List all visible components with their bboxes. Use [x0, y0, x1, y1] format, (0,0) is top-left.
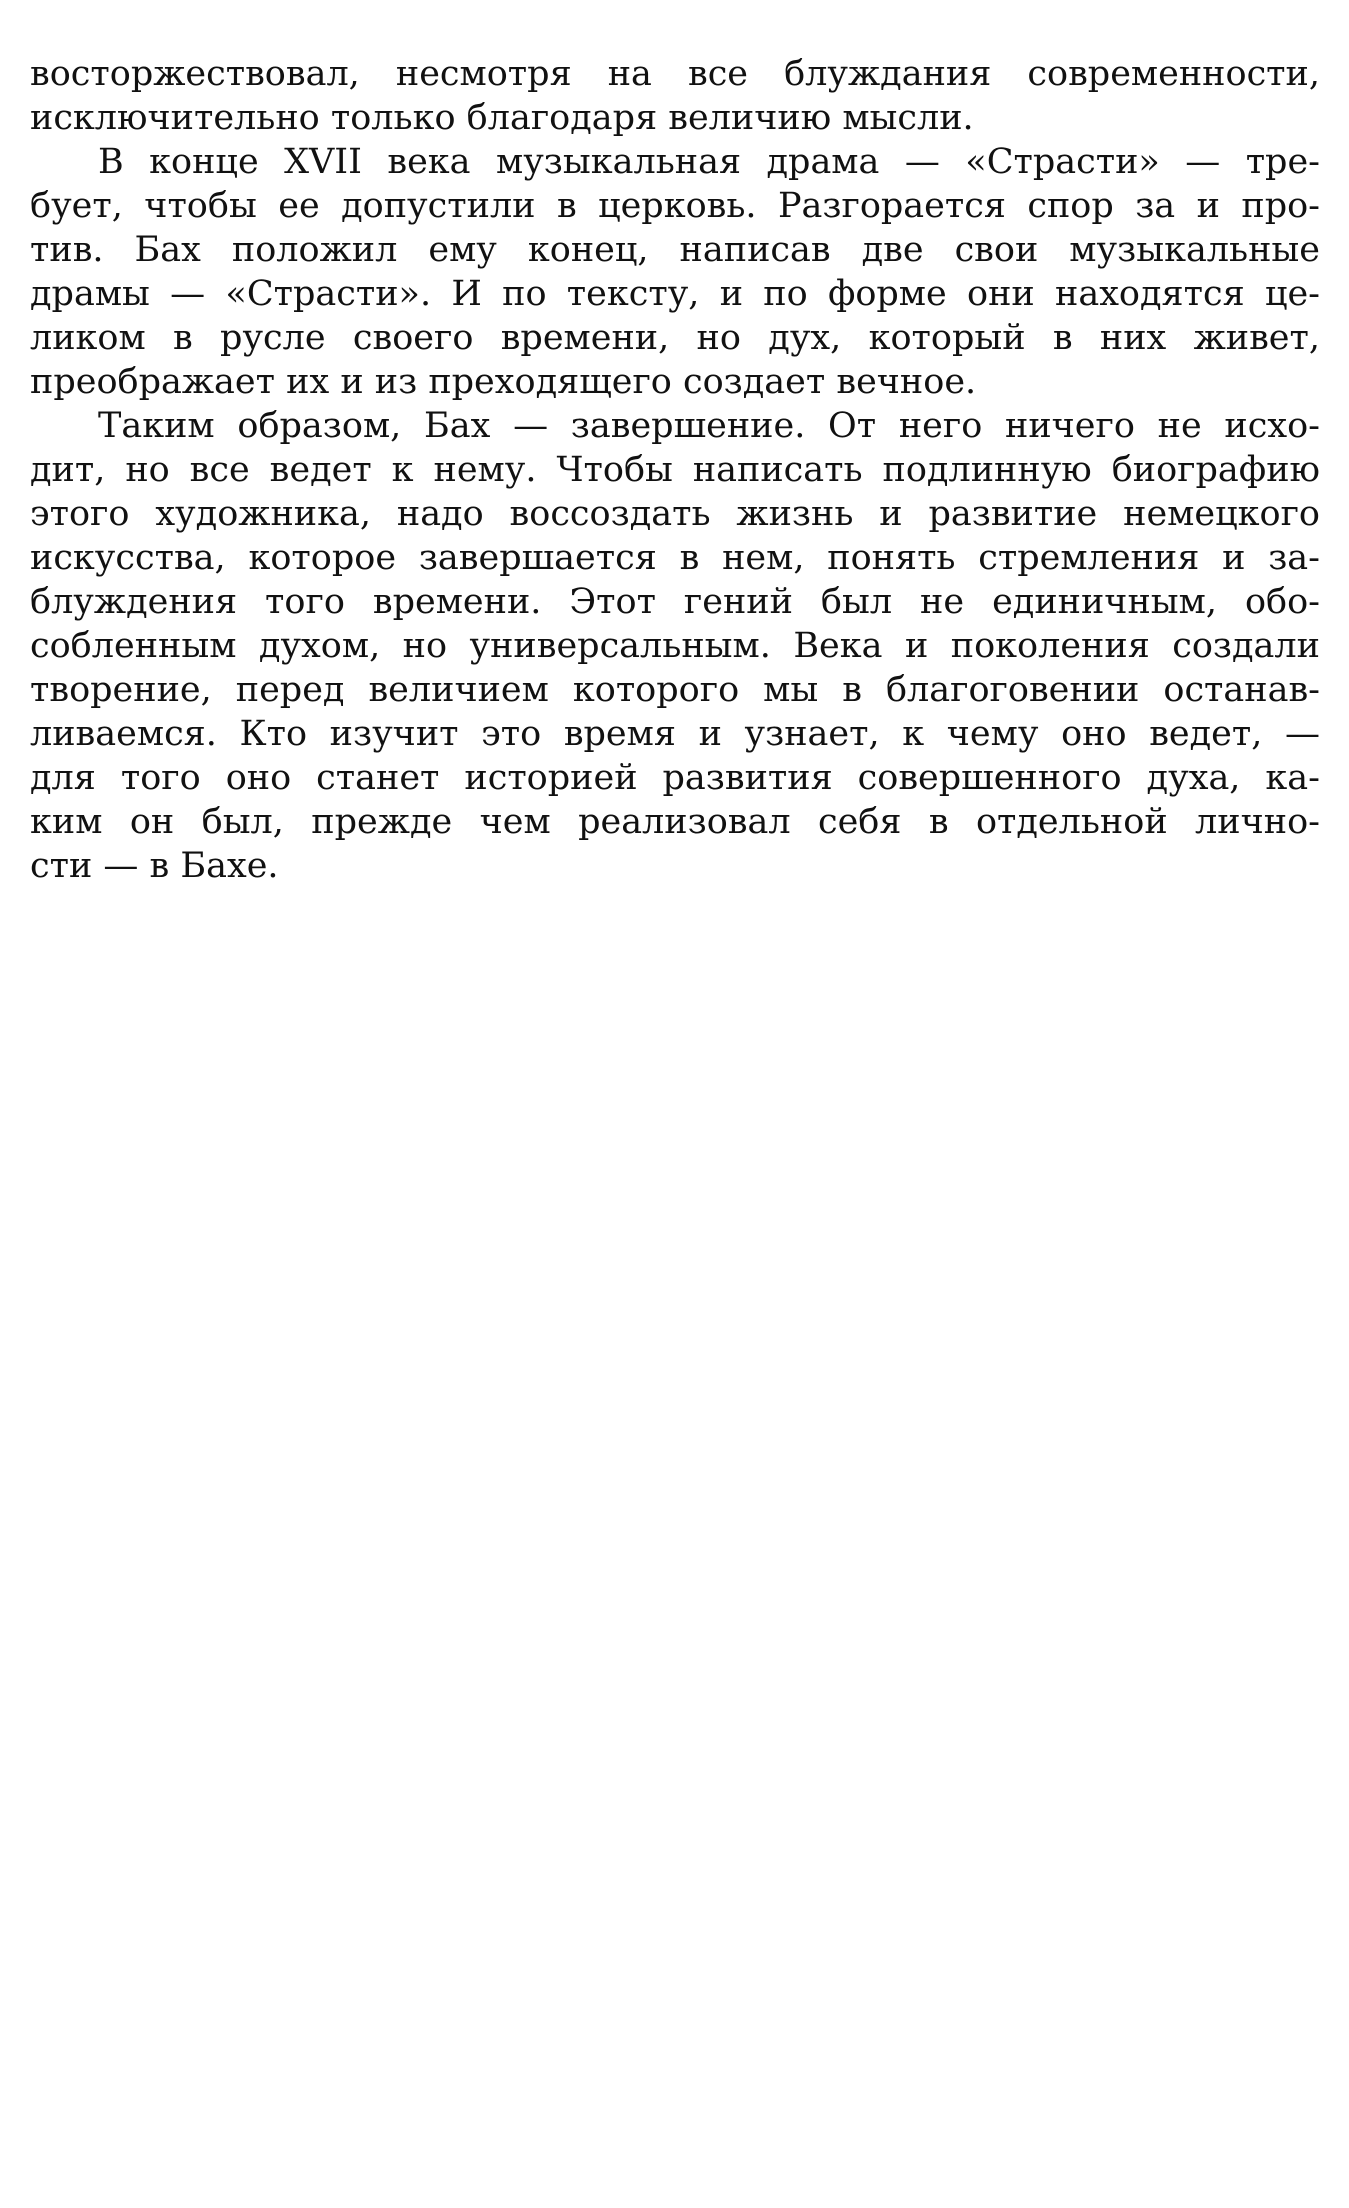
text-line: сти — в Бахе.: [30, 846, 279, 886]
text-line: этого художника, надо воссоздать жизнь и развитие немецкого: [30, 494, 1320, 534]
text-line: В конце XVII века музыкальная драма — «Страсти» — тре-: [98, 142, 1320, 182]
text-line: ликом в русле своего времени, но дух, который в них живет,: [30, 318, 1320, 358]
text-line: блуждения того времени. Этот гений был не единичным, обо-: [30, 582, 1320, 622]
text-line: тив. Бах положил ему конец, написав две свои музыкальные: [30, 230, 1320, 270]
paragraph-3: [30, 404, 1320, 888]
text-line: собленным духом, но универсальным. Века и поколения создали: [30, 626, 1320, 666]
text-line: восторжествовал, несмотря на все блуждания современности,: [30, 54, 1320, 94]
text-line: преображает их и из преходящего создает вечное.: [30, 362, 977, 402]
paragraph-2: [30, 140, 1320, 404]
text-line: дит, но все ведет к нему. Чтобы написать подлинную биографию: [30, 450, 1320, 490]
text-line: ким он был, прежде чем реализовал себя в отдельной лично-: [30, 802, 1320, 842]
text-line: для того оно станет историей развития совершенного духа, ка-: [30, 758, 1320, 798]
text-line: искусства, которое завершается в нем, понять стремления и за-: [30, 538, 1320, 578]
text-line: исключительно только благодаря величию мысли.: [30, 98, 974, 138]
page-text-body: [30, 52, 1320, 888]
paragraph-1: [30, 52, 1320, 140]
text-line: бует, чтобы ее допустили в церковь. Разгорается спор за и про-: [30, 186, 1320, 226]
text-line: Таким образом, Бах — завершение. От него ничего не исхо-: [98, 406, 1320, 446]
text-line: творение, перед величием которого мы в благоговении останав-: [30, 670, 1320, 710]
text-line: ливаемся. Кто изучит это время и узнает, к чему оно ведет, —: [30, 714, 1320, 754]
text-line: драмы — «Страсти». И по тексту, и по форме они находятся це-: [30, 274, 1320, 314]
